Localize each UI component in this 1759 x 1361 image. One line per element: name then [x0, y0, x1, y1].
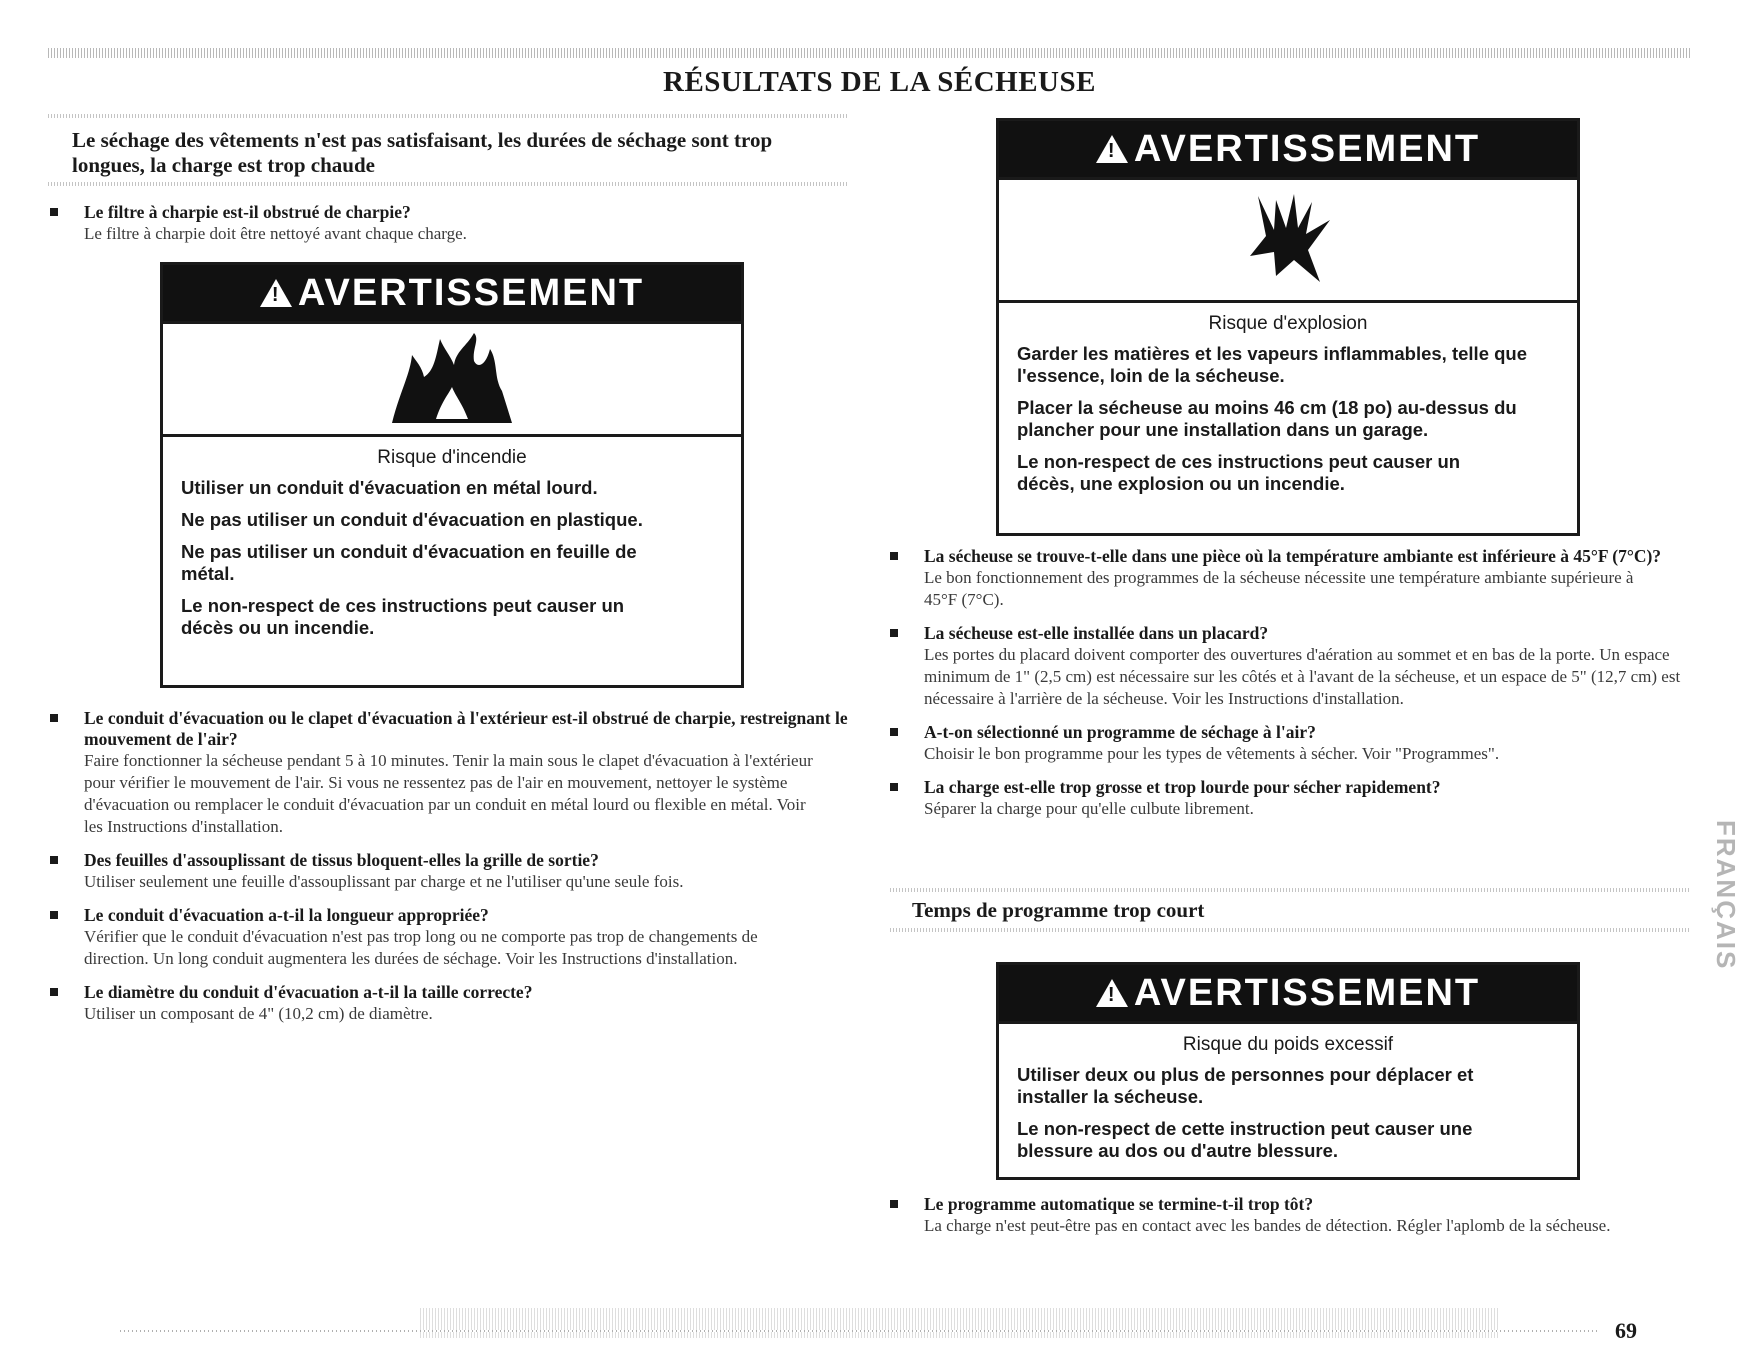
- section-rule-top: [890, 888, 1690, 892]
- item-question: A-t-on sélectionné un programme de séchage à l'air?: [924, 722, 1316, 742]
- warning-title: Risque d'incendie: [377, 447, 527, 468]
- warning-body: [163, 437, 741, 657]
- section-rule-bottom: [48, 182, 848, 186]
- section-heading: Le séchage des vêtements n'est pas satisfaisant, les durées de séchage sont trop longues, la charge est trop chaude: [72, 128, 773, 177]
- list-item: [890, 546, 1690, 611]
- item-answer: Le bon fonctionnement des programmes de la sécheuse nécessite une température ambiante supérieure à 45°F (7°C).: [924, 568, 1634, 609]
- item-answer: Le filtre à charpie doit être nettoyé avant chaque charge.: [84, 224, 467, 243]
- item-answer: La charge n'est peut-être pas en contact avec les bandes de détection. Régler l'aplomb de la sécheuse.: [924, 1216, 1611, 1235]
- left-items-before: [50, 202, 850, 257]
- item-answer: Choisir le bon programme pour les types de vêtements à sécher. Voir "Programmes".: [924, 744, 1500, 763]
- top-decorative-band: [48, 48, 1690, 58]
- warning-box-fire: [160, 262, 744, 688]
- bullet-icon: [890, 1200, 898, 1208]
- explosion-icon: [999, 180, 1577, 303]
- list-item: [890, 623, 1690, 710]
- page-number: 69: [1615, 1318, 1637, 1343]
- footer-decorative-band: [420, 1308, 1500, 1338]
- list-item: [50, 202, 850, 245]
- item-question: Le diamètre du conduit d'évacuation a-t-il la taille correcte?: [84, 982, 533, 1002]
- list-item: [50, 905, 850, 970]
- warning-triangle-icon: [1096, 979, 1128, 1007]
- item-question: La charge est-elle trop grosse et trop lourde pour sécher rapidement?: [924, 777, 1441, 797]
- bullet-icon: [890, 783, 898, 791]
- list-item: [50, 982, 850, 1025]
- section-rule-top: [48, 114, 848, 118]
- item-question: Le filtre à charpie est-il obstrué de charpie?: [84, 202, 411, 222]
- warning-line: Utiliser deux ou plus de personnes pour déplacer et installer la sécheuse.: [1017, 1064, 1474, 1107]
- right-items: [890, 546, 1690, 832]
- list-item: [890, 722, 1690, 765]
- item-question: Des feuilles d'assouplissant de tissus bloquent-elles la grille de sortie?: [84, 850, 599, 870]
- footer-dotted-rule: [120, 1330, 1600, 1332]
- warning-triangle-icon: [1096, 135, 1128, 163]
- bullet-icon: [50, 856, 58, 864]
- bullet-icon: [890, 629, 898, 637]
- bullet-icon: [50, 714, 58, 722]
- item-answer: Utiliser un composant de 4" (10,2 cm) de diamètre.: [84, 1004, 433, 1023]
- item-question: La sécheuse se trouve-t-elle dans une pièce où la température ambiante est inférieure à 45°F (7°C)?: [924, 546, 1662, 566]
- list-item: [890, 777, 1690, 820]
- item-answer: Vérifier que le conduit d'évacuation n'est pas trop long ou ne comporte pas trop de changements de direction. Un long conduit augmentera les durées de séchage. Voir les Instructions d'installation.: [84, 927, 758, 968]
- bullet-icon: [50, 208, 58, 216]
- page-title: RÉSULTATS DE LA SÉCHEUSE: [663, 66, 1096, 98]
- language-side-tab: FRANÇAIS: [1711, 820, 1741, 971]
- warning-banner: !AVERTISSEMENT: [163, 265, 741, 324]
- right-items-2: [890, 1194, 1690, 1249]
- item-answer: Faire fonctionner la sécheuse pendant 5 à 10 minutes. Tenir la main sous le clapet d'évacuation à l'extérieur pour vérifier le mouvement de l'air. Si vous ne ressentez pas de l'air en mouvement, nettoyer le système d'évacuation ou remplacer le conduit d'évacuation par un conduit en métal lourd ou flexible en métal. Voir les Instructions d'installation.: [84, 751, 813, 836]
- warning-body: [999, 303, 1577, 513]
- warning-line: Le non-respect de cette instruction peut causer une blessure au dos ou d'autre blessure.: [1017, 1118, 1473, 1161]
- warning-body: [999, 1024, 1577, 1180]
- bullet-icon: [50, 988, 58, 996]
- warning-box-explosion: [996, 118, 1580, 536]
- warning-line: Le non-respect de ces instructions peut causer un décès ou un incendie.: [181, 595, 625, 638]
- warning-banner: !AVERTISSEMENT: [999, 121, 1577, 180]
- bullet-icon: [890, 552, 898, 560]
- item-answer: Séparer la charge pour qu'elle culbute librement.: [924, 799, 1254, 818]
- warning-line: Ne pas utiliser un conduit d'évacuation en plastique.: [181, 509, 643, 530]
- warning-title: Risque du poids excessif: [1182, 1034, 1394, 1055]
- left-items-after: [50, 708, 850, 1037]
- item-question: Le programme automatique se termine-t-il trop tôt?: [924, 1194, 1314, 1214]
- warning-line: Placer la sécheuse au moins 46 cm (18 po) au-dessus du plancher pour une installation dans un garage.: [1017, 397, 1517, 440]
- warning-triangle-icon: [260, 279, 292, 307]
- warning-line: Utiliser un conduit d'évacuation en métal lourd.: [181, 477, 598, 498]
- item-answer: Utiliser seulement une feuille d'assouplissant par charge et ne l'utiliser qu'une seule fois.: [84, 872, 684, 891]
- left-column: [72, 124, 862, 182]
- list-item: [50, 708, 850, 838]
- fire-icon: [163, 324, 741, 437]
- warning-line: Le non-respect de ces instructions peut causer un décès, une explosion ou un incendie.: [1017, 451, 1461, 494]
- warning-banner: !AVERTISSEMENT: [999, 965, 1577, 1024]
- bullet-icon: [50, 911, 58, 919]
- section-rule-bottom: [890, 928, 1690, 932]
- item-answer: Les portes du placard doivent comporter des ouvertures d'aération au sommet et en bas de la porte. Un espace minimum de 1" (2,5 cm) est nécessaire sur les côtés et à l'avant de la sécheuse, et un espace de 5" (12,7 cm) est nécessaire à l'arrière de la sécheuse. Voir les Instructions d'installation.: [924, 645, 1681, 708]
- warning-line: Garder les matières et les vapeurs inflammables, telle que l'essence, loin de la sécheuse.: [1017, 343, 1528, 386]
- item-question: La sécheuse est-elle installée dans un placard?: [924, 623, 1269, 643]
- warning-box-weight: [996, 962, 1580, 1180]
- bullet-icon: [890, 728, 898, 736]
- item-question: Le conduit d'évacuation ou le clapet d'évacuation à l'extérieur est-il obstrué de charpie, restreignant le mouvement de l'air?: [84, 708, 848, 749]
- section-heading-2: Temps de programme trop court: [912, 898, 1205, 922]
- list-item: [50, 850, 850, 893]
- item-question: Le conduit d'évacuation a-t-il la longueur appropriée?: [84, 905, 489, 925]
- list-item: [890, 1194, 1690, 1237]
- warning-line: Ne pas utiliser un conduit d'évacuation en feuille de métal.: [181, 541, 637, 584]
- warning-title: Risque d'explosion: [1208, 313, 1368, 334]
